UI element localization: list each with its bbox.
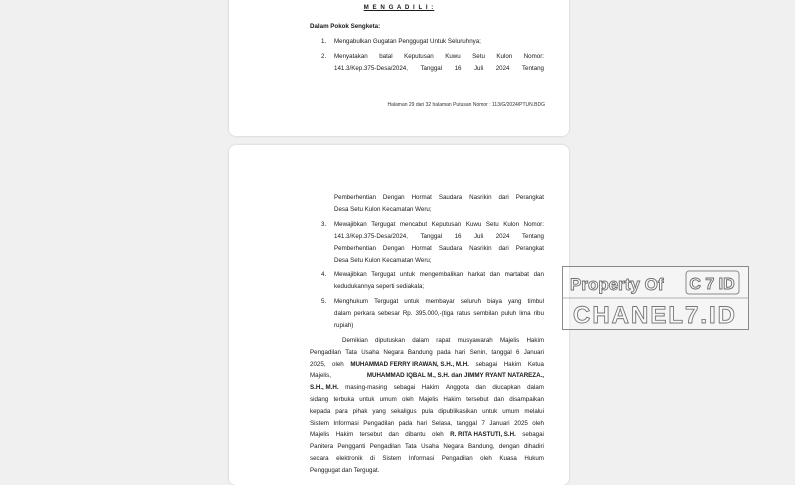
word: dan (475, 384, 486, 392)
word: 2024 (495, 65, 510, 72)
word: Sistem (310, 419, 329, 427)
word: Pengadilan (441, 455, 473, 462)
word: oleh (480, 455, 492, 462)
word: mencabut (399, 221, 428, 228)
word: Senin, (469, 348, 488, 356)
word: Majelis, (310, 372, 331, 380)
word: Kuasa (499, 455, 517, 462)
word: terbuka (333, 396, 355, 403)
word: kepada (310, 407, 331, 415)
word: Demikian (342, 337, 368, 344)
word: Mewajibkan (334, 221, 367, 228)
word: oleh (532, 419, 544, 427)
word: untuk (482, 407, 498, 415)
word: Keputusan (404, 53, 434, 60)
word: Saudara (438, 245, 463, 252)
word: Nomor: (523, 221, 544, 228)
closing-line (310, 431, 544, 438)
word: sebagai (522, 431, 544, 439)
word: lima (519, 310, 531, 317)
word: Hakim (335, 431, 354, 439)
list-item-line (334, 245, 544, 252)
word: Dengan (382, 194, 405, 201)
word: dalam (334, 310, 351, 317)
document-page-30 (229, 145, 569, 485)
word: perkara (353, 310, 375, 317)
item-number: 1. (321, 38, 327, 45)
word: Hakim (526, 337, 544, 344)
list-item-line (334, 310, 544, 317)
word: Tergugat (371, 271, 396, 278)
list-item-line (334, 298, 544, 305)
word: mengembalikan (419, 271, 464, 278)
word: pada (436, 348, 451, 356)
word: 2024 (495, 233, 510, 240)
word: Nasrikin (469, 245, 492, 252)
word: Setu (472, 53, 485, 60)
word: dalam (527, 384, 544, 392)
word: diucapkan (492, 384, 521, 392)
word: harkat (467, 271, 486, 278)
word: yang (507, 298, 522, 305)
closing-line (342, 337, 544, 344)
word: Panitera (310, 443, 334, 451)
word: Tergugat (374, 298, 399, 305)
word: rapat (436, 337, 451, 344)
word: dihadiri (523, 443, 544, 451)
word: Usaha (361, 348, 380, 356)
word: musyawarah (457, 337, 493, 344)
word: biaya (487, 298, 502, 305)
document-page-29 (229, 0, 569, 136)
word: Keputusan (431, 221, 462, 228)
word: MUHAMMAD FERRY IRAWAN, S.H., M.H. (350, 360, 469, 368)
word: Usaha (421, 443, 439, 451)
word: Dengan (382, 245, 405, 252)
word: dari (498, 194, 509, 201)
word: dalam (412, 337, 430, 344)
word: yang (372, 407, 386, 415)
word: Pengadilan (369, 443, 401, 451)
word: Perangkat (515, 194, 544, 201)
word: Nomor: (523, 53, 544, 60)
word: 2025, (310, 360, 326, 368)
closing-line (310, 372, 544, 379)
word: tersebut (466, 396, 489, 403)
word: puluh (501, 310, 517, 317)
word: sebagai (393, 384, 416, 392)
word: Pengadilan (363, 419, 395, 427)
word: Hormat (411, 194, 432, 201)
watermark-line1: Property Of (570, 275, 664, 294)
word: Juli (473, 233, 484, 240)
word: 141.3/Kep.375-Desa/2024, (334, 65, 408, 72)
list-item-line (334, 221, 544, 228)
watermark-badge: C 7 ID (689, 276, 735, 293)
watermark (562, 266, 749, 330)
word: pula (421, 407, 434, 415)
continuation-line (334, 194, 544, 201)
word: Pemberhentian (334, 245, 376, 252)
word: oleh (402, 396, 414, 403)
word: membayar (425, 298, 455, 305)
word: Juli (473, 65, 484, 72)
word: Hakim (443, 396, 461, 403)
word: masing-masing (345, 384, 388, 392)
word: Informasi (408, 455, 435, 462)
word: Tentang (521, 233, 544, 240)
word: Tentang (521, 65, 544, 72)
word: dipublikasikan (438, 407, 478, 415)
word: tanggal (456, 419, 478, 427)
word: Kulon (503, 221, 520, 228)
word: ratus (456, 310, 471, 317)
word: untuk (359, 396, 375, 403)
word: ribu (533, 310, 544, 317)
word: Menyatakan (334, 53, 368, 60)
list-item-line: rupiah) (334, 322, 354, 329)
word: martabat (504, 271, 529, 278)
list-item-line (334, 65, 544, 72)
word: sidang (310, 396, 329, 403)
closing-line (310, 384, 544, 391)
word: oleh (332, 360, 344, 368)
closing-line (310, 443, 544, 450)
closing-line: Penggugat dan Tergugat. (310, 466, 380, 474)
word: para (335, 407, 348, 415)
word: disampaikan (509, 396, 544, 403)
word: 16 (454, 65, 462, 72)
word: Anggota (445, 384, 469, 392)
word: Bandung, (468, 443, 495, 451)
closing-line (310, 455, 544, 462)
word: 2025 (514, 419, 528, 427)
watermark-line2: CHANEL7.ID (572, 302, 738, 329)
list-item-line (334, 271, 544, 278)
word: sembilan (473, 310, 499, 317)
word: S.H., M.H. (310, 384, 339, 392)
word: dengan (498, 443, 520, 451)
word: Pemberhentian (334, 194, 376, 201)
word: Hakim (421, 384, 440, 392)
list-item-line: Desa Setu Kulon Kecamatan Weru; (334, 257, 432, 264)
word: Majelis (499, 337, 520, 344)
word: Hormat (411, 245, 432, 252)
word: Tanggal (420, 233, 443, 240)
word: timbul (527, 298, 544, 305)
subheading: Dalam Pokok Sengketa: (310, 23, 381, 30)
word: R. RITA HASTUTI, S.H. (450, 431, 516, 439)
word: Pengadilan (310, 348, 341, 356)
word: Pengganti (337, 443, 366, 451)
word: Negara (443, 443, 464, 451)
item-number: 5. (321, 298, 327, 305)
word: 7 (481, 419, 485, 427)
word: Saudara (438, 194, 463, 201)
list-item-line (334, 53, 544, 60)
word: MUHAMMAD IQBAL M., S.H. dan JIMMY RYANT NATAREZA., (366, 372, 544, 380)
page-footer: Halaman 29 dari 32 halaman Putusan Nomor : 113/G/2024/PTUN.BDG (387, 102, 545, 108)
word: elektronik (336, 455, 363, 462)
closing-line (310, 361, 544, 368)
word: dan (388, 431, 399, 439)
word: Mewajibkan (334, 271, 367, 278)
word: batal (379, 53, 393, 60)
word: Selasa, (431, 419, 453, 427)
word: di (370, 455, 375, 462)
word: 16 (454, 233, 462, 240)
item-number: 4. (321, 271, 327, 278)
word: umum (502, 407, 520, 415)
word: dibantu (405, 431, 426, 439)
word: Tergugat (371, 221, 396, 228)
word: sebagai (475, 360, 498, 368)
word: Ketua (527, 360, 544, 368)
word: Bandung (407, 348, 433, 356)
word: Sistem (382, 455, 402, 462)
word: Kulon (496, 53, 513, 60)
closing-line (310, 349, 544, 356)
word: melalui (524, 407, 544, 415)
word: 141.3/Kep.375-Desa/2024, (334, 233, 408, 240)
word: dan (533, 271, 544, 278)
word: Hukum (524, 455, 544, 462)
closing-line (310, 408, 544, 415)
word: Kuwu (465, 221, 482, 228)
word: Menghukum (334, 298, 369, 305)
word: Rp. (402, 310, 413, 317)
word: oleh (432, 431, 444, 439)
word: Majelis (418, 396, 439, 403)
word: sekaligus (390, 407, 417, 415)
word: umum (379, 396, 397, 403)
word: Perangkat (515, 245, 544, 252)
word: Januari (489, 419, 510, 427)
word: hari (455, 348, 466, 356)
word: sebesar (377, 310, 400, 317)
closing-line (310, 396, 544, 403)
word: Tata (345, 348, 357, 356)
word: Januari (523, 348, 544, 356)
item-number: 3. (321, 221, 327, 228)
continuation-line: Desa Setu Kulon Kecamatan Weru; (334, 206, 432, 213)
word: seluruh (460, 298, 482, 305)
word: hari (416, 419, 428, 427)
word: Tanggal (420, 65, 443, 72)
word: tanggal (491, 348, 512, 356)
word: Hakim (503, 360, 522, 368)
word: dari (498, 245, 509, 252)
word: Tata (405, 443, 417, 451)
item-number: 2. (321, 53, 327, 60)
word: Negara (383, 348, 404, 356)
verdict-heading: M E N G A D I L I : (363, 4, 435, 11)
word: untuk (399, 271, 416, 278)
word: Nasrikin (469, 194, 492, 201)
word: pada (398, 419, 413, 427)
word: Kuwu (445, 53, 461, 60)
word: pihak (352, 407, 368, 415)
word: diputuskan (375, 337, 405, 344)
word: Informasi (333, 419, 359, 427)
word: 6 (515, 348, 520, 356)
word: 395.000,-(tiga (415, 310, 454, 317)
word: Majelis (310, 431, 330, 439)
word: untuk (404, 298, 420, 305)
word: Setu (485, 221, 499, 228)
word: secara (310, 455, 329, 462)
word: tersebut (359, 431, 383, 439)
closing-line (310, 420, 544, 427)
list-item-line: Mengabulkan Gugatan Penggugat Untuk Seluruhnya; (334, 38, 481, 45)
list-item-line (334, 233, 544, 240)
word: dan (489, 271, 500, 278)
word: dan (493, 396, 505, 403)
list-item-line: kedudukannya seperti sediakala; (334, 283, 425, 290)
